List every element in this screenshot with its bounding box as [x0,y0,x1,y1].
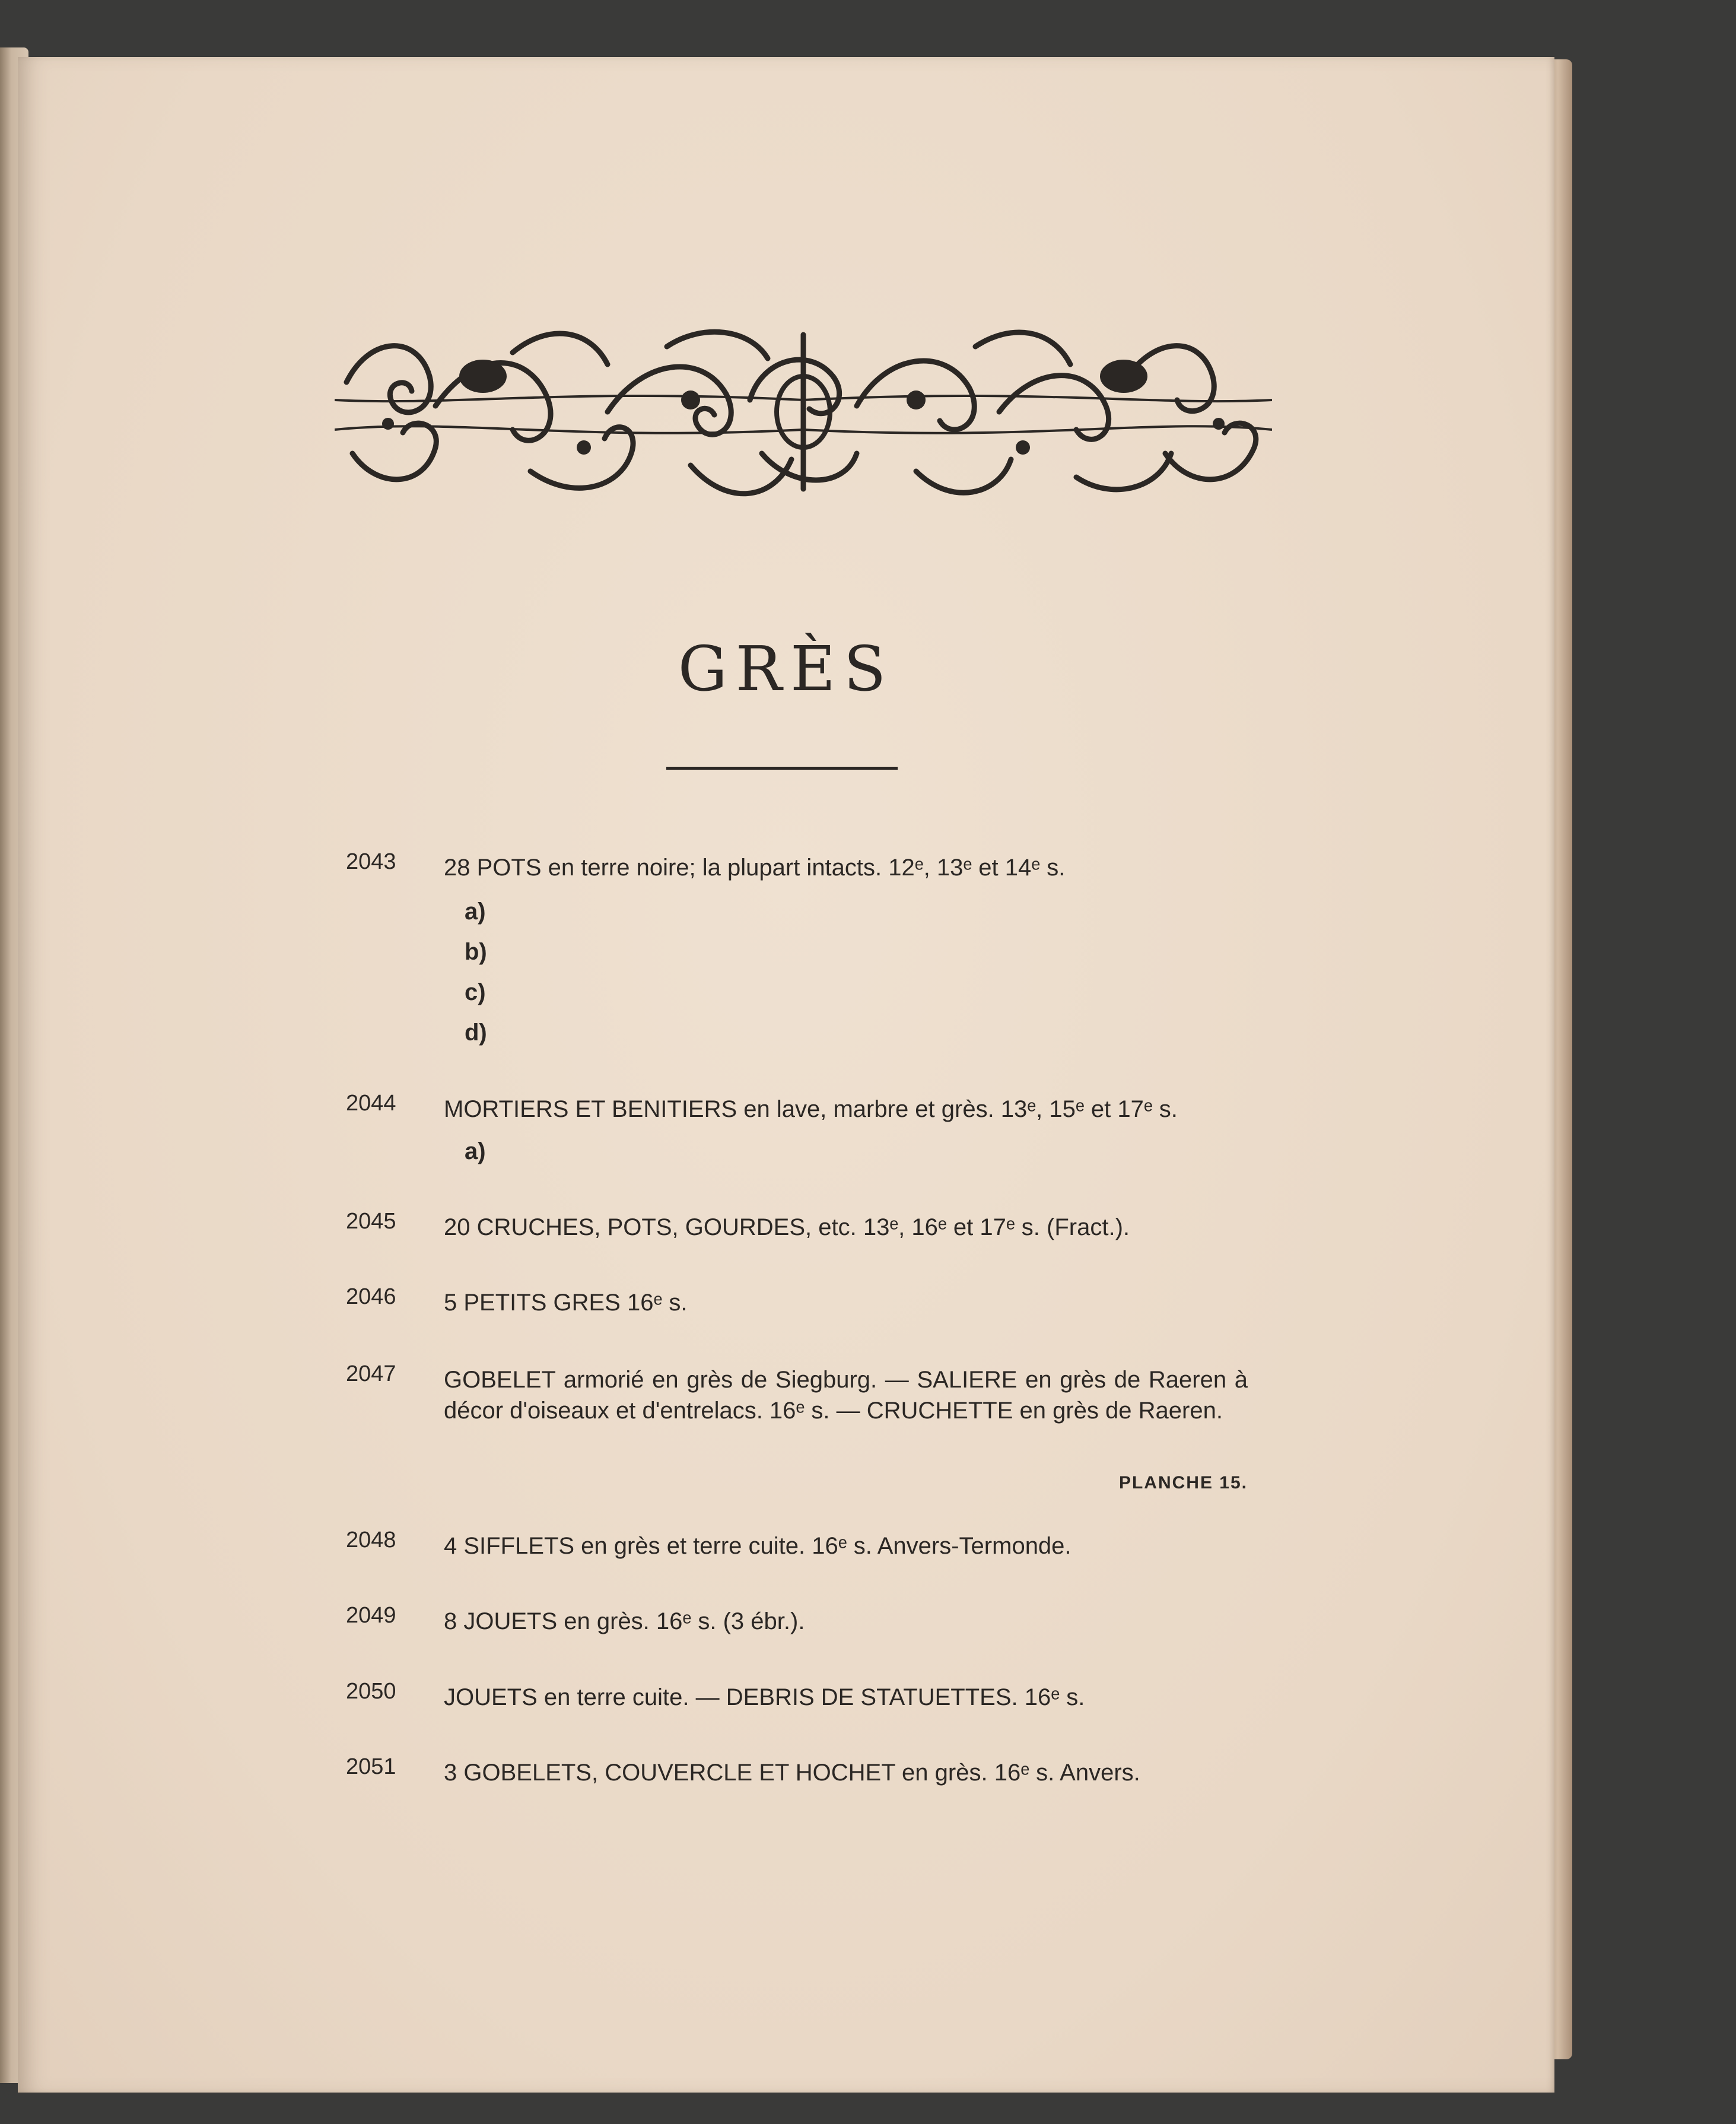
sub-item: c) [465,979,486,1005]
entry-number: 2047 [346,1361,396,1386]
entry-number: 2048 [346,1528,396,1552]
entry-text: 3 GOBELETS, COUVERCLE ET HOCHET en grès. 16ᵉ s. Anvers. [444,1760,1140,1786]
sub-item: d) [465,1020,487,1046]
entry-number: 2050 [346,1679,396,1704]
section-title: GRÈS [678,633,895,705]
sub-item: a) [465,899,486,925]
sub-item: a) [465,1138,486,1164]
entry-text: 5 PETITS GRES 16ᵉ s. [444,1290,688,1316]
entry-number: 2051 [346,1754,396,1779]
entry-number: 2046 [346,1284,396,1309]
entry-text: GOBELET armorié en grès de Siegburg. — SALIERE en grès de Raeren à décor d'oiseaux et d'entrelacs. 16ᵉ s. — CRUCHETTE en grès de Raeren. [444,1367,1248,1424]
floral-ornament-banner [335,311,1272,513]
entry-text: 28 POTS en terre noire; la plupart intacts. 12ᵉ, 13ᵉ et 14ᵉ s. [444,855,1066,881]
catalog-page [18,57,1554,2093]
entry-number: 2049 [346,1603,396,1628]
entry-text: MORTIERS ET BENITIERS en lave, marbre et grès. 13ᵉ, 15ᵉ et 17ᵉ s. [444,1096,1178,1122]
plate-reference: PLANCHE 15. [1118,1473,1248,1493]
entry-number: 2044 [346,1091,396,1116]
entry-text: 20 CRUCHES, POTS, GOURDES, etc. 13ᵉ, 16ᵉ et 17ᵉ s. (Fract.). [444,1214,1130,1240]
title-rule [666,767,898,770]
entry-text: 4 SIFFLETS en grès et terre cuite. 16ᵉ s. Anvers-Termonde. [444,1533,1072,1559]
entry-text: 8 JOUETS en grès. 16ᵉ s. (3 ébr.). [444,1608,805,1634]
entry-text: JOUETS en terre cuite. — DEBRIS DE STATUETTES. 16ᵉ s. [444,1684,1085,1710]
entry-number: 2043 [346,849,396,874]
entry-number: 2045 [346,1209,396,1234]
sub-item: b) [465,939,487,965]
